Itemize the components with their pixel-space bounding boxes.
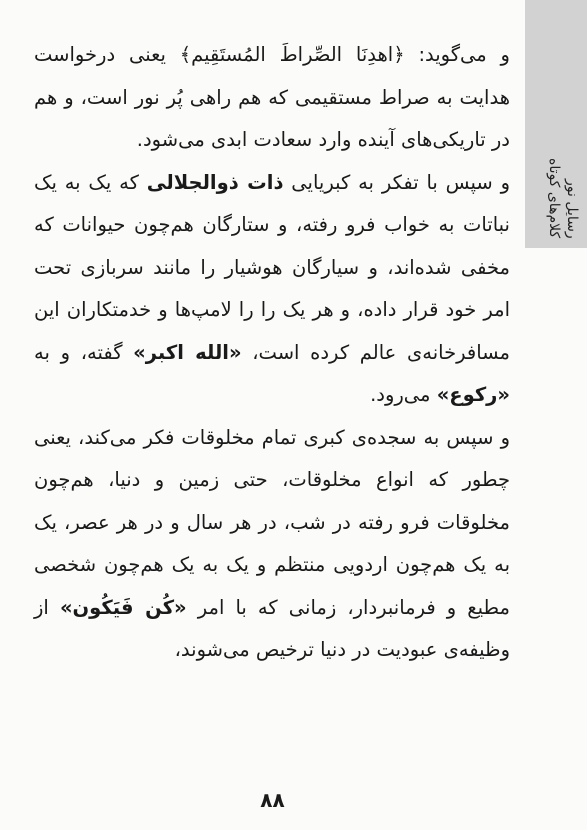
series-title: رسایل نور xyxy=(564,178,580,239)
chapter-side-tab xyxy=(525,0,587,248)
paragraph-2-text-b: که یک به یک نباتات به خواب فرو رفته، و ستارگان هم‌چون حیوانات که مخفی شده‌اند، و سیارگان هوشیار را مانند سربازی تحت امر خود قرار داده، و هر یک را را لامپ‌ها و خدمتکاران این مسافرخانه‌ی عالم کرده است، xyxy=(34,170,510,364)
bold-phrase-ruku: «رکوع» xyxy=(436,383,510,406)
paragraph-2-text-a: و سپس با تفکر به کبریایی xyxy=(283,170,510,194)
bold-phrase-kun-fayakun: «کُن فَیَکُون» xyxy=(59,595,187,619)
quranic-quote: ﴿اهدِنَا الصِّراطَ المُستَقِیم﴾ xyxy=(179,43,405,66)
body-text xyxy=(34,34,510,672)
paragraph-1-text-b: یعنی درخواست هدایت به صراط مستقیمی که هم راهی پُر نور است، و هم در تاریکی‌های آینده وارد سعادت ابدی می‌شود. xyxy=(34,43,510,151)
chapter-title: کلام‌های کوتاه xyxy=(546,158,562,239)
paragraph-1 xyxy=(34,34,510,162)
paragraph-3-text-a: و سپس به سجده‌ی کبری تمام مخلوقات فکر می‌کند، یعنی چطور که انواع مخلوقات، حتی زمین و دنیا، هم‌چون مخلوقات فرو رفته در شب، در هر سال و در هر عصر، یک به یک هم‌چون اردویی منتظم و یک به یک هم‌چون شخصی مطیع و فرمانبردار، زمانی که با امر xyxy=(34,425,510,619)
page-number: ۸۸ xyxy=(260,788,285,812)
paragraph-3 xyxy=(34,417,510,672)
paragraph-2-text-d: می‌رود. xyxy=(370,383,437,406)
paragraph-1-text-a: و می‌گوید: xyxy=(404,43,510,66)
bold-phrase-allahu-akbar: «الله اکبر» xyxy=(133,340,242,364)
paragraph-2-text-c: گفته، و به xyxy=(34,340,134,364)
paragraph-3-text-b: از وظیفه‌ی عبودیت در دنیا ترخیص می‌شوند، xyxy=(34,595,510,661)
paragraph-2 xyxy=(34,162,510,417)
bold-phrase-dhat: ذات ذوالجلالی xyxy=(146,170,284,194)
chapter-tab-text xyxy=(545,158,581,238)
